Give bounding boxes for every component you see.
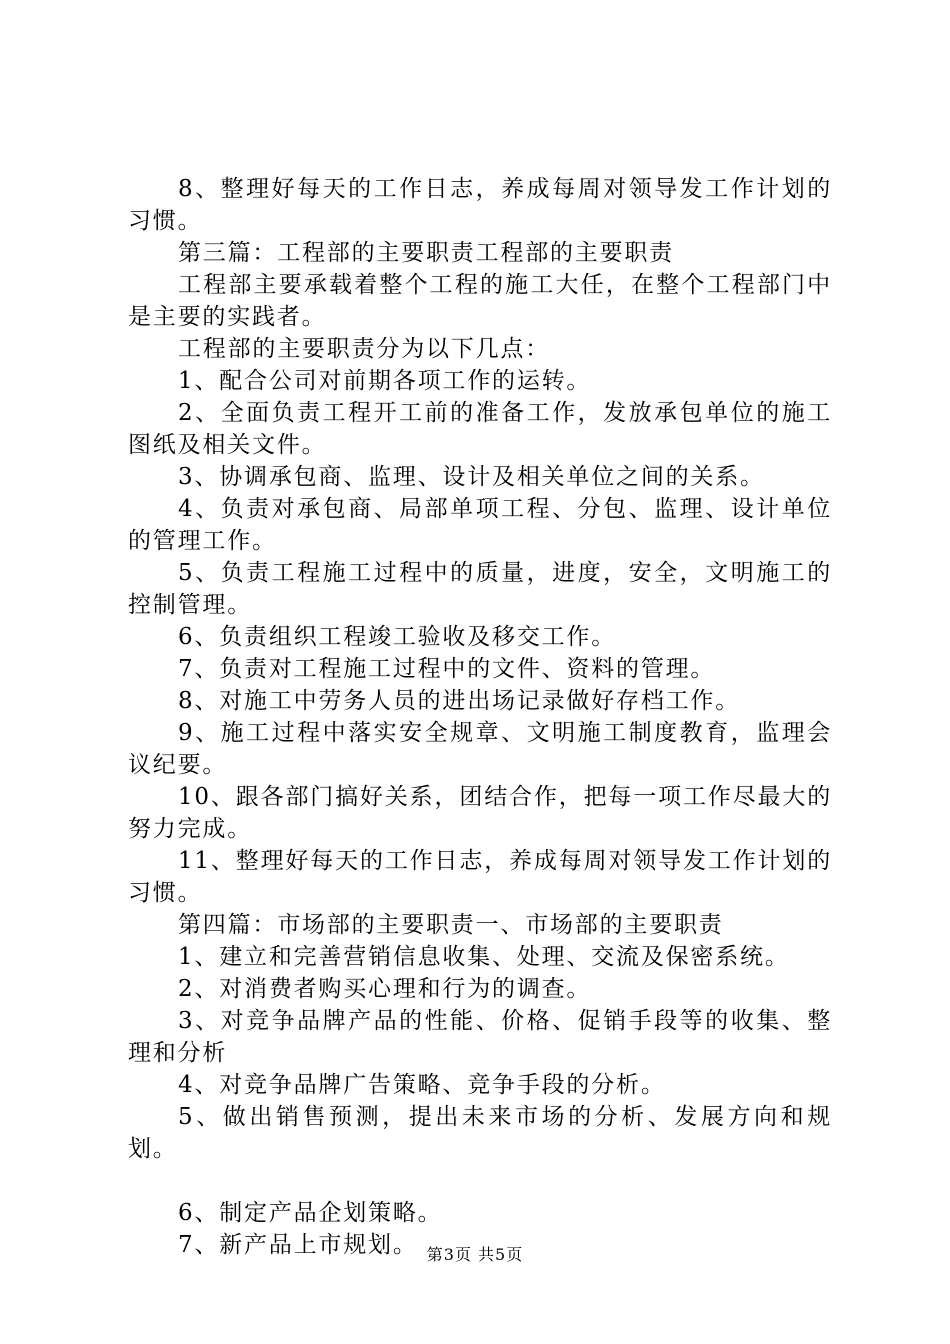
page-footer: 第3页 共5页 xyxy=(426,1245,524,1264)
list-item: 5、负责工程施工过程中的质量，进度，安全，文明施工的控制管理。 xyxy=(128,560,832,618)
list-item: 9、施工过程中落实安全规章、文明施工制度教育，监理会议纪要。 xyxy=(128,720,832,778)
list-item: 7、新产品上市规划。 xyxy=(178,1232,418,1258)
list-item: 11、整理好每天的工作日志，养成每周对领导发工作计划的习惯。 xyxy=(128,848,832,906)
paragraph-intro: 工程部主要承载着整个工程的施工大任，在整个工程部门中是主要的实践者。 xyxy=(128,272,832,330)
list-item: 7、负责对工程施工过程中的文件、资料的管理。 xyxy=(178,656,716,682)
list-item: 2、对消费者购买心理和行为的调查。 xyxy=(178,976,592,1002)
list-item: 3、协调承包商、监理、设计及相关单位之间的关系。 xyxy=(178,464,765,490)
list-item: 1、配合公司对前期各项工作的运转。 xyxy=(178,368,592,394)
list-item: 10、跟各部门搞好关系，团结合作，把每一项工作尽最大的努力完成。 xyxy=(128,784,832,842)
list-item: 3、对竞争品牌产品的性能、价格、促销手段等的收集、整理和分析 xyxy=(128,1008,832,1066)
list-item: 2、全面负责工程开工前的准备工作，发放承包单位的施工图纸及相关文件。 xyxy=(128,400,832,458)
list-item: 4、对竞争品牌广告策略、竞争手段的分析。 xyxy=(178,1072,666,1098)
list-item: 1、建立和完善营销信息收集、处理、交流及保密系统。 xyxy=(178,944,790,970)
paragraph-item-8: 8、整理好每天的工作日志，养成每周对领导发工作计划的习惯。 xyxy=(128,176,832,234)
list-item: 6、负责组织工程竣工验收及移交工作。 xyxy=(178,624,617,650)
paragraph-duties-lead: 工程部的主要职责分为以下几点： xyxy=(178,336,550,362)
blank-line xyxy=(128,1165,832,1197)
document-body xyxy=(128,173,832,1261)
section-heading-4: 第四篇：市场部的主要职责一、市场部的主要职责 xyxy=(178,912,724,938)
list-item: 8、对施工中劳务人员的进出场记录做好存档工作。 xyxy=(178,688,741,714)
list-item: 4、负责对承包商、局部单项工程、分包、监理、设计单位的管理工作。 xyxy=(128,496,832,554)
list-item: 5、做出销售预测，提出未来市场的分析、发展方向和规划。 xyxy=(128,1104,832,1162)
section-heading-3: 第三篇：工程部的主要职责工程部的主要职责 xyxy=(178,240,674,266)
list-item: 6、制定产品企划策略。 xyxy=(178,1200,443,1226)
